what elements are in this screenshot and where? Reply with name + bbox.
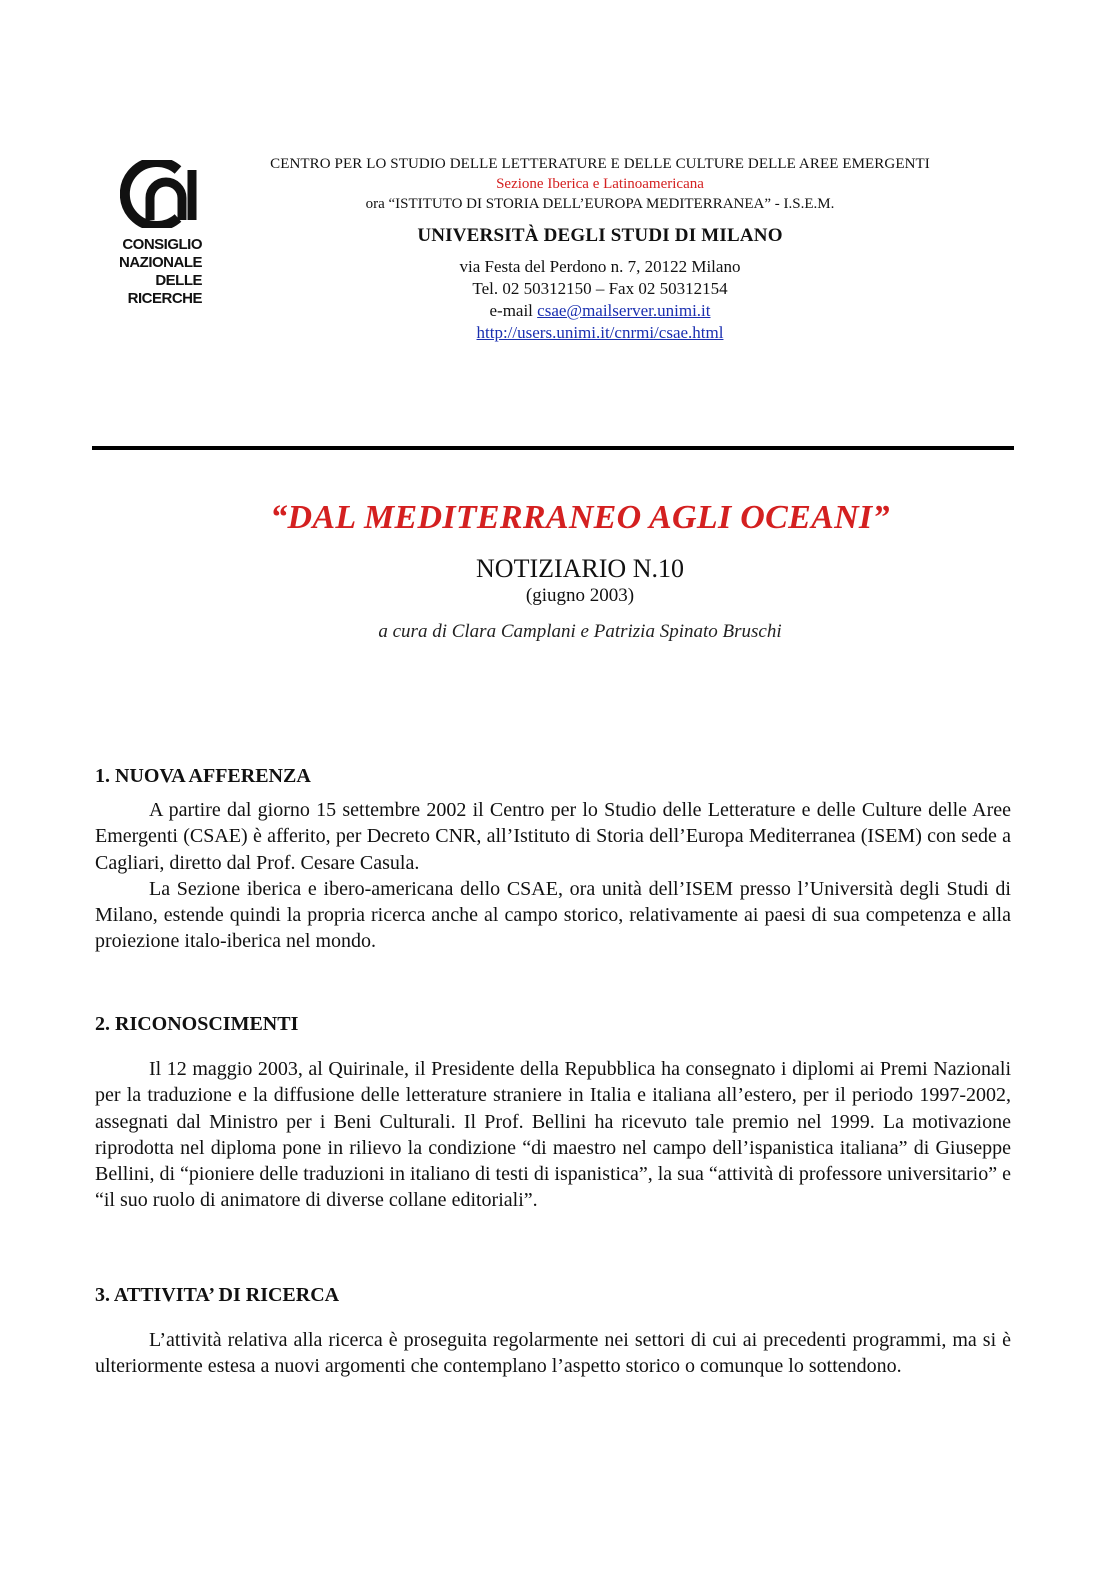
paragraph: La Sezione iberica e ibero-americana dello CSAE, ora unità dell’ISEM presso l’Università degli Studi di Milano, estende quindi la propria ricerca anche al campo storico, relativamente ai paesi di sua competenza e alla proiezione italo-iberica nel mondo. <box>95 877 1011 953</box>
website-link[interactable]: http://users.unimi.it/cnrmi/csae.html <box>476 323 724 342</box>
section-riconoscimenti <box>95 1011 1011 1214</box>
title-block <box>150 494 1010 644</box>
paragraph: Il 12 maggio 2003, al Quirinale, il Presidente della Repubblica ha consegnato i diplomi ai Premi Nazionali per la traduzione e la diffusione delle letterature straniere in Italia e italiana all’estero, per il periodo 1997-2002, assegnati dal Ministro per i Beni Culturali. Il Prof. Bellini ha ricevuto tale premio nel 1999. La motivazione riprodotta nel diploma pone in rilievo la condizione “di maestro nel campo dell’ispanistica italiana” di Giuseppe Bellini, di “pioniere delle traduzioni in italiano di testi di ispanistica”, la sua “attività di professore universitario” e “il suo ruolo di animatore di diverse collane editoriali”. <box>95 1058 1011 1212</box>
website-line <box>270 322 930 344</box>
logo-line: RICERCHE <box>127 290 202 307</box>
document-title: “DAL MEDITERRANEO AGLI OCEANI” <box>270 499 890 536</box>
letterhead <box>270 154 930 344</box>
cnr-logo <box>100 160 210 310</box>
cnr-logo-text <box>100 236 202 308</box>
header-divider <box>92 446 1014 450</box>
center-name: CENTRO PER LO STUDIO DELLE LETTERATURE E DELLE CULTURE DELLE AREE EMERGENTI <box>270 156 930 172</box>
logo-line: NAZIONALE <box>119 254 202 271</box>
section-heading: 1. NUOVA AFFERENZA <box>95 765 311 787</box>
paragraph: A partire dal giorno 15 settembre 2002 il Centro per lo Studio delle Letterature e delle Culture delle Aree Emergenti (CSAE) è afferito, per Decreto CNR, all’Istituto di Storia dell’Europa Mediterranea (ISEM) con sede a Cagliari, diretto dal Prof. Cesare Casula. <box>95 799 1011 874</box>
section-attivita-di-ricerca <box>95 1282 1011 1380</box>
email-link[interactable]: csae@mailserver.unimi.it <box>537 301 711 320</box>
bulletin-number: NOTIZIARIO N.10 <box>476 554 684 583</box>
email-line <box>270 300 930 322</box>
phone-fax: Tel. 02 50312150 – Fax 02 50312154 <box>472 279 728 298</box>
email-label: e-mail <box>489 301 538 320</box>
section-heading: 2. RICONOSCIMENTI <box>95 1013 299 1035</box>
issue-date: (giugno 2003) <box>525 585 635 606</box>
institute-name: ora “ISTITUTO DI STORIA DELL’EUROPA MEDITERRANEA” - I.S.E.M. <box>365 196 835 212</box>
university-name: UNIVERSITÀ DEGLI STUDI DI MILANO <box>417 225 783 246</box>
logo-line: CONSIGLIO <box>122 236 202 253</box>
paragraph: L’attività relativa alla ricerca è proseguita regolarmente nei settori di cui ai precedenti programmi, ma si è ulteriormente estesa a nuovi argomenti che contemplano l’aspetto storico o comunque lo sottendono. <box>95 1329 1011 1378</box>
section-name: Sezione Iberica e Latinoamericana <box>496 176 704 192</box>
logo-line: DELLE <box>155 272 202 289</box>
contact-block <box>270 256 930 344</box>
section-heading: 3. ATTIVITA’ DI RICERCA <box>95 1284 340 1306</box>
address: via Festa del Perdono n. 7, 20122 Milano <box>459 257 741 276</box>
section-nuova-afferenza <box>95 763 1011 955</box>
cnr-emblem-icon <box>120 160 202 228</box>
editors-line: a cura di Clara Camplani e Patrizia Spinato Bruschi <box>378 621 782 642</box>
